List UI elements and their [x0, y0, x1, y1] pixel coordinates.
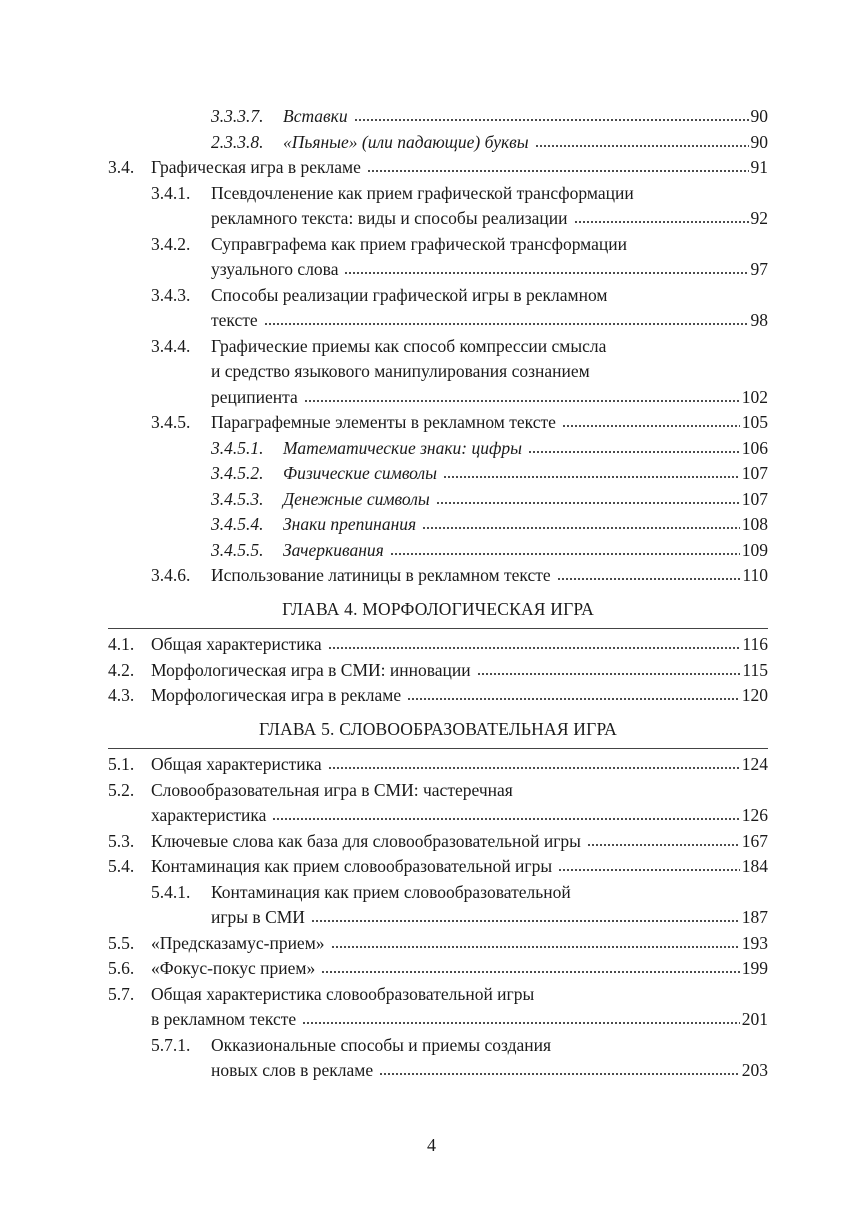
dot-leader	[272, 817, 739, 821]
toc-entry[interactable]	[108, 181, 768, 232]
dot-leader	[304, 399, 740, 403]
section-title: в рекламном тексте	[151, 1009, 297, 1029]
toc-entry[interactable]	[108, 880, 768, 931]
toc-entry[interactable]	[108, 829, 768, 855]
section-title: Вставки	[283, 106, 348, 126]
section-number: 3.4.2.	[151, 233, 191, 254]
dot-leader	[367, 169, 749, 173]
dot-leader	[328, 766, 740, 770]
divider	[108, 748, 768, 749]
section-title: Морфологическая игра в рекламе	[151, 685, 402, 705]
section-title: Общая характеристика словообразовательной игры	[151, 983, 535, 1004]
dot-leader	[535, 144, 749, 148]
dot-leader	[390, 552, 740, 556]
page-ref: 108	[741, 514, 768, 534]
section-title: Общая характеристика	[151, 634, 322, 654]
page-ref: 106	[741, 437, 768, 458]
toc-entry[interactable]	[108, 538, 768, 564]
section-title: характеристика	[151, 805, 267, 825]
section-title: и средство языкового манипулирования сознанием	[211, 361, 590, 381]
section-title: «Пьяные» (или падающие) буквы	[283, 131, 529, 152]
dot-leader	[407, 697, 740, 701]
section-title: Денежные символы	[283, 488, 430, 509]
dot-leader	[436, 501, 740, 505]
toc-entry[interactable]	[108, 1033, 768, 1084]
section-title: новых слов в рекламе	[211, 1060, 374, 1080]
page-ref: 201	[741, 1009, 768, 1029]
section-number: 5.1.	[108, 754, 135, 774]
page-ref: 91	[750, 157, 768, 177]
page-ref: 110	[742, 565, 768, 585]
dot-leader	[302, 1021, 740, 1025]
toc-entry[interactable]	[108, 683, 768, 709]
page-ref: 115	[742, 659, 768, 680]
page-ref: 120	[741, 685, 768, 705]
page-ref: 126	[741, 805, 768, 825]
toc-entry[interactable]	[108, 778, 768, 829]
dot-leader	[562, 424, 740, 428]
dot-leader	[587, 843, 740, 847]
dot-leader	[331, 945, 740, 949]
section-number: 5.6.	[108, 958, 135, 978]
section-number: 3.4.	[108, 157, 135, 177]
toc-entry[interactable]	[108, 232, 768, 283]
section-title: Способы реализации графической игры в рекламном	[211, 284, 608, 305]
dot-leader	[477, 672, 741, 676]
page-ref: 124	[741, 754, 768, 774]
table-of-contents	[108, 104, 768, 1084]
page-ref: 203	[741, 1060, 768, 1080]
section-title: Зачеркивания	[283, 539, 384, 560]
dot-leader	[574, 220, 749, 224]
page-ref: 98	[750, 310, 768, 330]
section-title: рекламного текста: виды и способы реализации	[211, 208, 568, 228]
page-ref: 97	[750, 259, 768, 279]
section-title: Контаминация как прием словообразовательной игры	[151, 856, 553, 876]
toc-entry[interactable]	[108, 658, 768, 684]
section-title: Графические приемы как способ компрессии смысла	[211, 335, 607, 356]
page-ref: 107	[741, 488, 768, 509]
toc-entry[interactable]	[108, 436, 768, 462]
page-ref: 199	[741, 958, 768, 978]
dot-leader	[344, 271, 748, 275]
section-title: игры в СМИ	[211, 907, 305, 927]
page-ref: 92	[750, 208, 768, 228]
toc-entry[interactable]	[108, 512, 768, 538]
section-number: 3.4.5.	[151, 412, 191, 432]
page-number: 4	[427, 1135, 436, 1155]
toc-entry[interactable]	[108, 931, 768, 957]
chapter-heading: ГЛАВА 4. МОРФОЛОГИЧЕСКАЯ ИГРА	[282, 598, 594, 619]
section-title: «Фокус-покус прием»	[151, 958, 316, 978]
section-number: 3.4.6.	[151, 565, 191, 585]
page-ref: 105	[741, 412, 768, 432]
dot-leader	[264, 322, 749, 326]
section-title: Знаки препинания	[283, 514, 417, 534]
toc-entry[interactable]	[108, 752, 768, 778]
section-title: узуального слова	[211, 259, 339, 279]
toc-entry[interactable]	[108, 956, 768, 982]
toc-entry[interactable]	[108, 854, 768, 880]
section-title: Контаминация как прием словообразовательной	[211, 881, 571, 902]
section-number: 5.4.1.	[151, 881, 191, 902]
section-number: 3.4.5.1.	[211, 437, 264, 458]
page-ref: 184	[741, 856, 768, 876]
section-title: Ключевые слова как база для словообразовательной игры	[151, 830, 581, 851]
dot-leader	[379, 1072, 740, 1076]
toc-entry[interactable]	[108, 461, 768, 487]
toc-entry[interactable]	[108, 563, 768, 589]
section-title: Физические символы	[283, 463, 437, 483]
section-number: 5.3.	[108, 830, 135, 851]
dot-leader	[528, 450, 740, 454]
section-number: 3.4.5.5.	[211, 539, 264, 560]
page-ref: 167	[741, 830, 768, 851]
section-title: Параграфемные элементы в рекламном тексте	[211, 412, 556, 432]
toc-entry[interactable]	[108, 130, 768, 156]
dot-leader	[557, 577, 741, 581]
section-number: 3.4.5.4.	[211, 514, 264, 534]
section-title: «Предсказамус-прием»	[151, 932, 325, 953]
section-number: 4.3.	[108, 685, 135, 705]
section-title: тексте	[211, 310, 258, 330]
dot-leader	[558, 868, 740, 872]
page-ref: 90	[750, 131, 768, 152]
section-number: 2.3.3.8.	[211, 131, 264, 152]
section-number: 5.7.1.	[151, 1034, 191, 1055]
toc-entry[interactable]	[108, 632, 768, 658]
dot-leader	[422, 526, 740, 530]
section-title: Словообразовательная игра в СМИ: частеречная	[151, 779, 513, 800]
section-title: Псевдочленение как прием графической трансформации	[211, 182, 634, 203]
toc-entry[interactable]	[108, 982, 768, 1033]
section-title: Морфологическая игра в СМИ: инновации	[151, 659, 471, 680]
section-title: реципиента	[211, 386, 298, 407]
toc-entry[interactable]	[108, 410, 768, 436]
toc-entry[interactable]	[108, 104, 768, 130]
section-title: Использование латиницы в рекламном тексте	[211, 565, 551, 585]
page-ref: 116	[742, 634, 768, 654]
section-number: 3.4.3.	[151, 284, 191, 305]
section-number: 5.4.	[108, 856, 135, 876]
page-ref: 109	[741, 539, 768, 560]
page-ref: 193	[741, 932, 768, 953]
section-title: Суправграфема как прием графической трансформации	[211, 233, 628, 254]
page-ref: 90	[750, 106, 768, 126]
section-title: Графическая игра в рекламе	[151, 157, 361, 177]
section-title: Окказиональные способы и приемы создания	[211, 1034, 552, 1055]
section-number: 4.2.	[108, 659, 135, 680]
section-number: 5.7.	[108, 983, 135, 1004]
section-number: 5.2.	[108, 779, 135, 800]
toc-entry[interactable]	[108, 283, 768, 334]
section-title: Общая характеристика	[151, 754, 322, 774]
dot-leader	[321, 970, 739, 974]
dot-leader	[354, 118, 749, 122]
section-number: 3.4.4.	[151, 335, 191, 356]
section-number: 3.4.5.2.	[211, 463, 264, 483]
divider	[108, 628, 768, 629]
section-number: 3.4.5.3.	[211, 488, 264, 509]
section-number: 4.1.	[108, 634, 135, 654]
page-ref: 107	[741, 463, 768, 483]
dot-leader	[443, 475, 740, 479]
page-ref: 187	[741, 907, 768, 927]
dot-leader	[311, 919, 740, 923]
toc-entry[interactable]	[108, 487, 768, 513]
toc-entry[interactable]	[108, 334, 768, 411]
section-number: 3.4.1.	[151, 182, 191, 203]
chapter-heading: ГЛАВА 5. СЛОВООБРАЗОВАТЕЛЬНАЯ ИГРА	[259, 718, 617, 739]
page-ref: 102	[741, 386, 768, 407]
section-number: 3.3.3.7.	[211, 106, 264, 126]
section-number: 5.5.	[108, 932, 135, 953]
toc-entry[interactable]	[108, 155, 768, 181]
section-title: Математические знаки: цифры	[283, 437, 523, 458]
dot-leader	[328, 646, 741, 650]
